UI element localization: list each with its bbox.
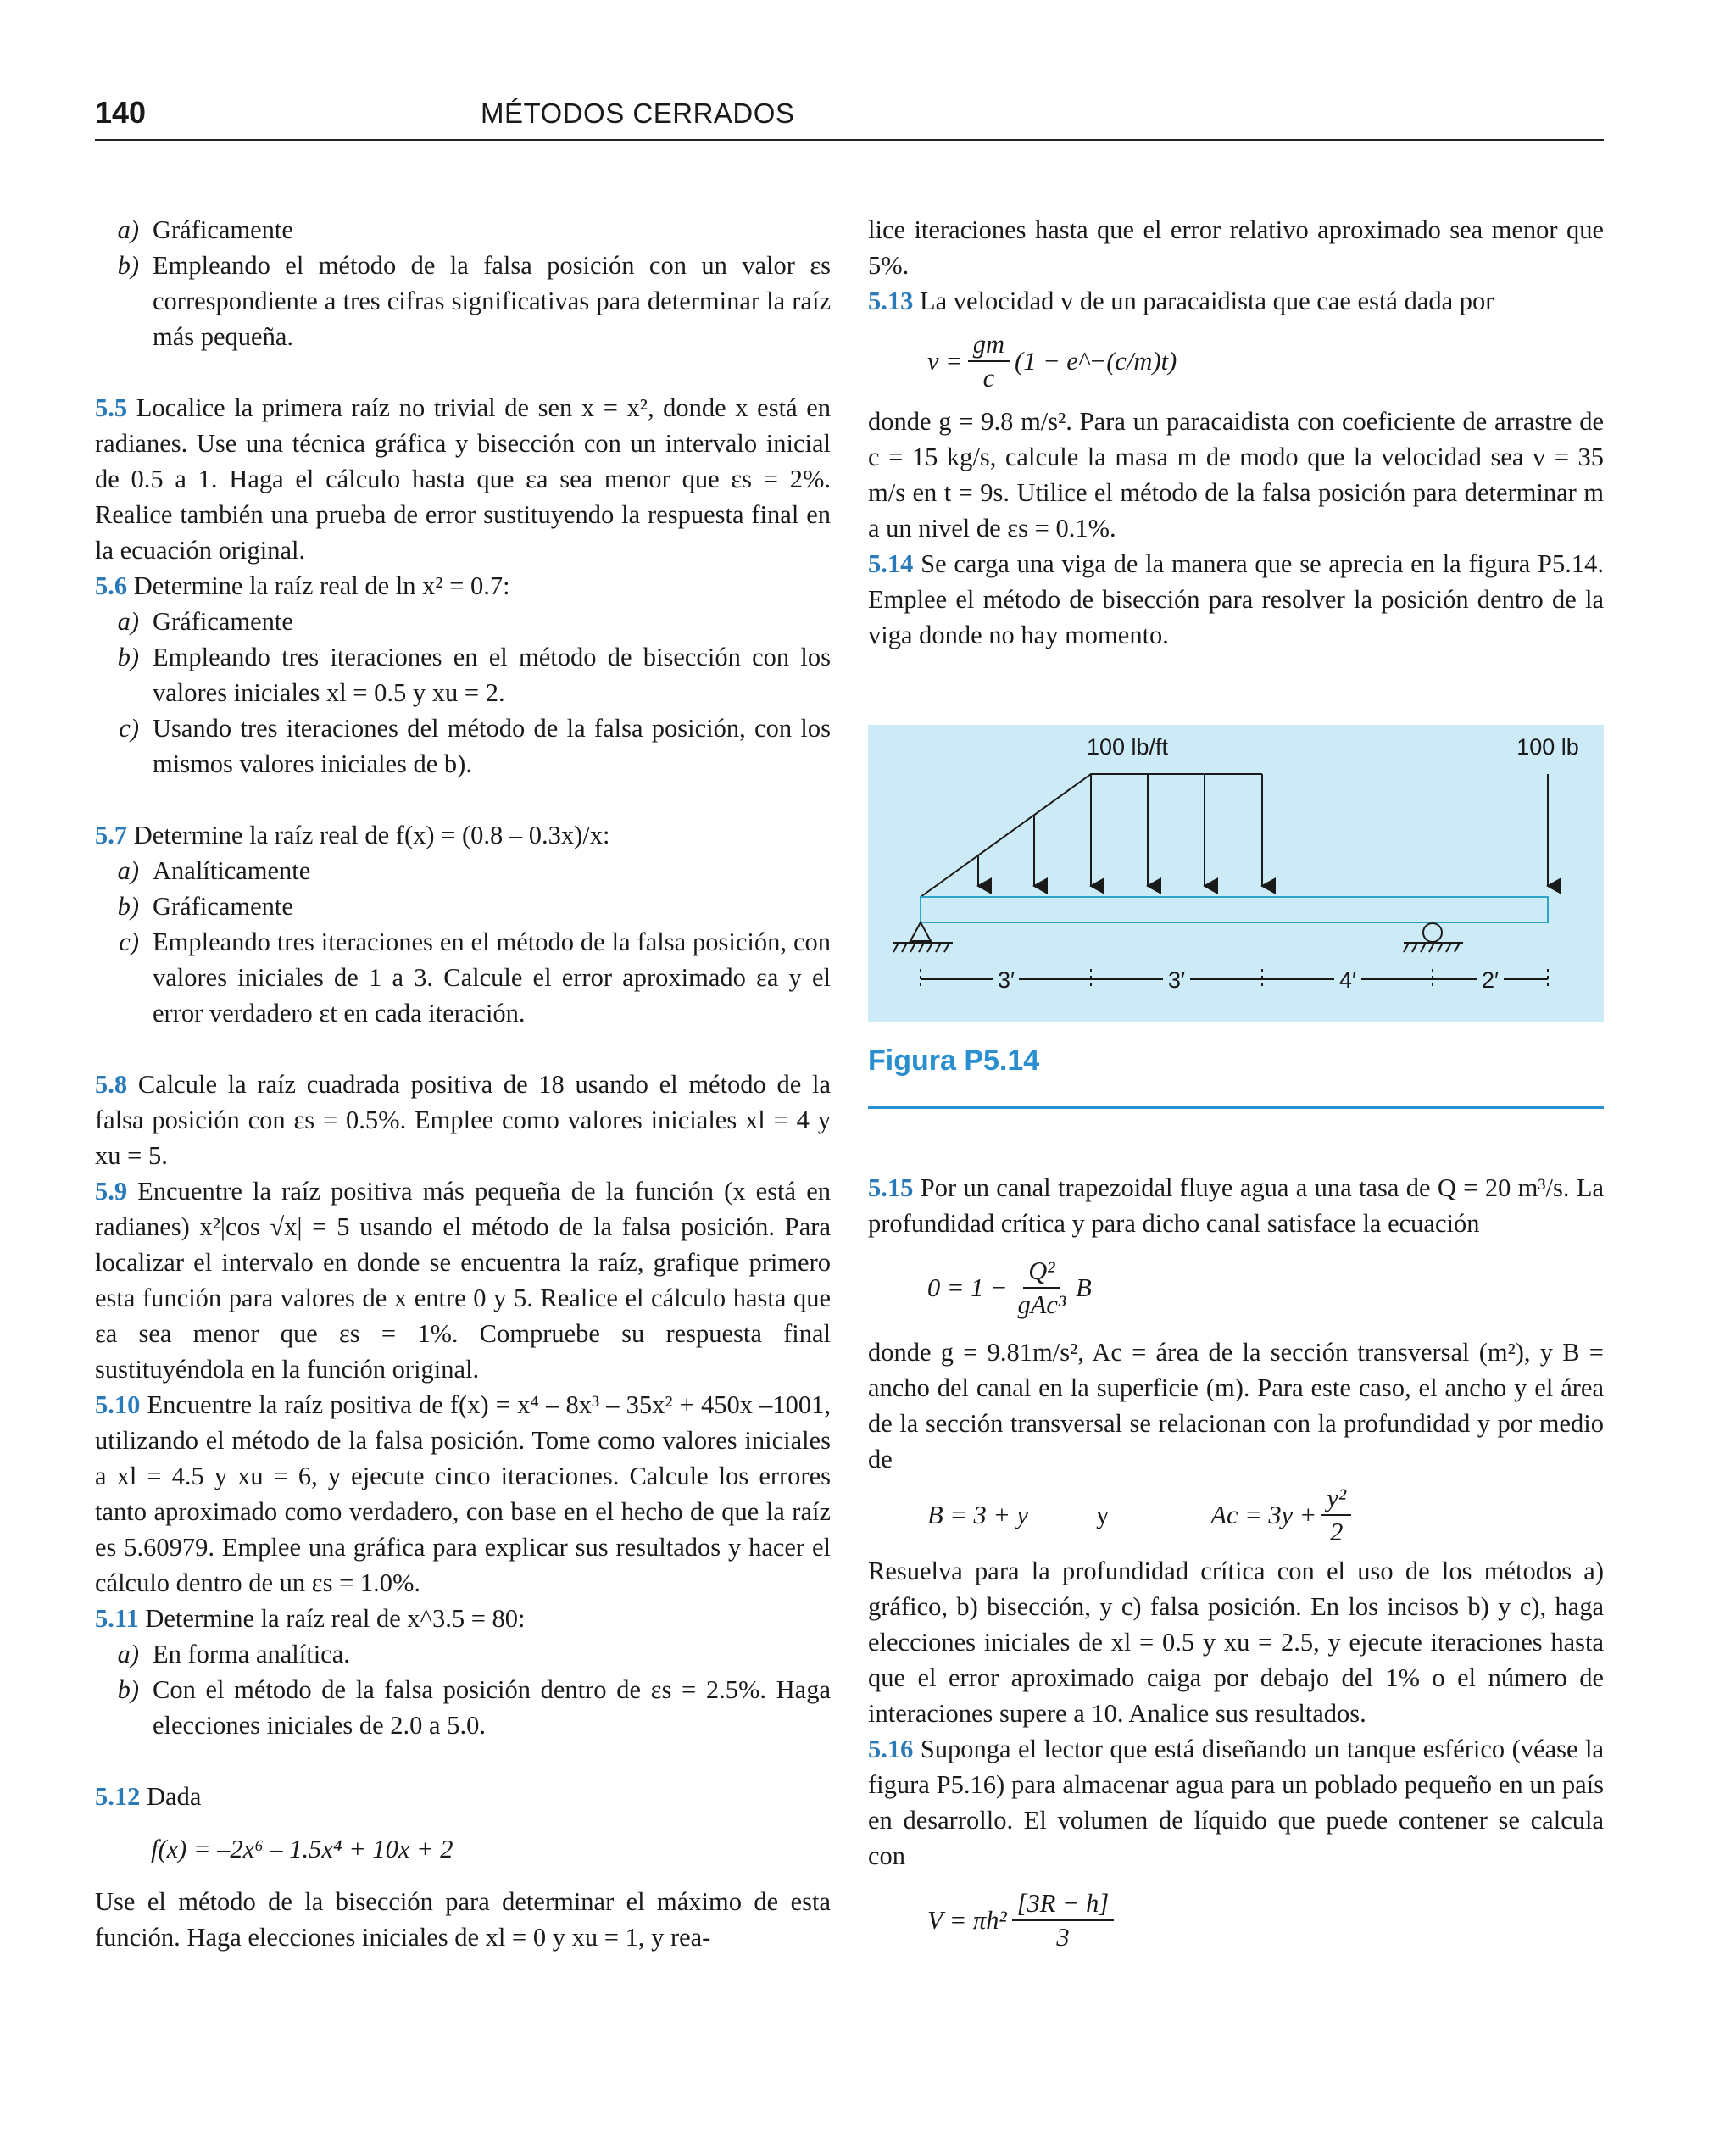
problem-5-15-text: donde g = 9.81m/s², Ac = área de la sección transversal (m²), y B = ancho del canal en la superficie (m). Para este caso, el ancho y el área de la sección transversal se relacionan con la profundidad y por medio de bbox=[868, 1338, 1604, 1473]
beam-diagram bbox=[868, 725, 1604, 1022]
equation-5-15-relations: B = 3 + y y Ac = 3y + $\frac{\text{y²}}{2}$ bbox=[868, 1477, 1604, 1553]
problem-5-4-a: a) Gráficamente bbox=[117, 215, 293, 244]
problem-5-10: 5.10 Encuentre la raíz positiva de f(x) = x⁴ – 8x³ – 35x² + 450x –1001, utilizando el método de la falsa posición. Tome como valores iniciales a xl = 4.5 y xu = 6, y ejecute cinco iteraciones. Calcule los errores tanto aproximado como verdadero, con base en el hecho de que la raíz es 5.60979. Emplee una gráfica para explicar sus resultados y hacer el cálculo dentro de un εs = 1.0%. bbox=[95, 1390, 832, 1597]
dimension-1: 3′ bbox=[997, 967, 1015, 993]
problem-5-13: 5.13 La velocidad v de un paracaidista que cae está dada por bbox=[868, 287, 1494, 315]
problem-5-7-c: c) Empleando tres iteraciones en el método de la falsa posición, con valores iniciales de 1 a 3. Calcule el error aproximado εa y el error verdadero εt en cada iteración. bbox=[119, 927, 831, 1028]
problem-5-6-b: b) Empleando tres iteraciones en el método de bisección con los valores iniciales xl = 0.5 y xu = 2. bbox=[117, 643, 831, 707]
dimension-2: 3′ bbox=[1167, 967, 1186, 993]
equation-5-12: f(x) = –2x⁶ – 1.5x⁴ + 10x + 2 bbox=[151, 1835, 453, 1863]
problem-5-11: 5.11 Determine la raíz real de x^3.5 = 80: bbox=[95, 1604, 526, 1633]
running-title: MÉTODOS CERRADOS bbox=[481, 97, 795, 129]
figure-rule bbox=[868, 1106, 1604, 1109]
equation-5-15: 0 = 1 − $\frac{\text{Q²}}{\text{gAc³}}$ B bbox=[927, 1256, 1092, 1319]
left-column bbox=[95, 212, 831, 1955]
problem-5-15-text2: Resuelva para la profundidad crítica con el uso de los métodos a) gráfico, b) bisección, y c) falsa posición. En los incisos b) y c), haga elecciones iniciales de xl = 0.5 y xu = 2.5, y ejecute iteraciones hasta que el error aproximado caiga por debajo del 1% o el número de interaciones supere a 10. Analice sus resultados. bbox=[868, 1557, 1604, 1728]
page-header bbox=[95, 95, 1604, 141]
problem-5-6: 5.6 Determine la raíz real de ln x² = 0.7: bbox=[95, 571, 510, 600]
problem-5-12: 5.12 Dada bbox=[95, 1782, 202, 1811]
problem-5-7-a: a) Analíticamente bbox=[117, 856, 311, 885]
problem-5-16: 5.16 Suponga el lector que está diseñando un tanque esférico (véase la figura P5.16) para almacenar agua para un poblado pequeño en un país en desarrollo. El volumen de líquido que puede contener se calcula con bbox=[868, 1735, 1605, 1870]
problem-5-7-b: b) Gráficamente bbox=[117, 892, 293, 921]
right-column-top bbox=[868, 212, 1604, 653]
problem-5-12-text: Use el método de la bisección para determinar el máximo de esta función. Haga elecciones iniciales de xl = 0 y xu = 1, y rea- bbox=[95, 1887, 831, 1952]
ground-hatch-right bbox=[1404, 943, 1463, 952]
equation-5-13: v = $\frac{gm}{c}$ (1 − e^−(c/m)t) bbox=[927, 330, 1177, 393]
problem-5-6-a: a) Gráficamente bbox=[117, 607, 293, 636]
roller-support bbox=[1423, 923, 1442, 942]
problem-5-13-text: donde g = 9.8 m/s². Para un paracaidista con coeficiente de arrastre de c = 15 kg/s, calcule la masa m de modo que la velocidad sea v = 35 m/s en t = 9s. Utilice el método de la falsa posición para determinar m a un nivel de εs = 0.1%. bbox=[868, 407, 1604, 543]
problem-5-12-continued: lice iteraciones hasta que el error relativo aproximado sea menor que 5%. bbox=[868, 215, 1604, 280]
dimension-4: 2′ bbox=[1481, 967, 1500, 993]
beam bbox=[921, 897, 1548, 922]
problem-5-7: 5.7 Determine la raíz real de f(x) = (0.8 – 0.3x)/x: bbox=[95, 821, 610, 849]
distributed-load-arrows bbox=[978, 774, 1262, 886]
problem-5-8: 5.8 Calcule la raíz cuadrada positiva de 18 usando el método de la falsa posición con εs = 0.5%. Emplee como valores iniciales xl = 4 y xu = 5. bbox=[95, 1070, 831, 1170]
problem-5-14: 5.14 Se carga una viga de la manera que se aprecia en la figura P5.14. Emplee el método de bisección para resolver la posición dentro de la viga donde no hay momento. bbox=[868, 549, 1604, 649]
figure-caption: Figura P5.14 bbox=[868, 1044, 1040, 1077]
load-label-distributed: 100 lb/ft bbox=[1086, 734, 1169, 760]
right-column-bottom bbox=[868, 1170, 1604, 1967]
dimension-3: 4′ bbox=[1338, 967, 1357, 993]
problem-5-11-a: a) En forma analítica. bbox=[117, 1640, 350, 1668]
problem-5-9: 5.9 Encuentre la raíz positiva más pequeña de la función (x está en radianes) x²|cos √x| = 5 usando el método de la falsa posición. Para localizar el intervalo en donde se encuentra la raíz, grafique primero esta función para valores de x entre 0 y 5. Realice el cálculo hasta que εa sea menor que εs = 1%. Compruebe su respuesta final sustituyéndola en la función original. bbox=[95, 1177, 831, 1384]
problem-5-5: 5.5 Localice la primera raíz no trivial de sen x = x², donde x está en radianes. Use una técnica gráfica y bisección con un intervalo inicial de 0.5 a 1. Haga el cálculo hasta que εa sea menor que εs = 2%. Realice también una prueba de error sustituyendo la respuesta final en la ecuación original. bbox=[95, 393, 831, 565]
pin-support bbox=[910, 922, 931, 941]
problem-5-11-b: b) Con el método de la falsa posición dentro de εs = 2.5%. Haga elecciones iniciales de 2.0 a 5.0. bbox=[117, 1675, 831, 1740]
figure-p5-14 bbox=[868, 725, 1604, 1022]
problem-5-15: 5.15 Por un canal trapezoidal fluye agua a una tasa de Q = 20 m³/s. La profundidad crítica y para dicho canal satisface la ecuación bbox=[868, 1173, 1605, 1238]
problem-5-6-c: c) Usando tres iteraciones del método de la falsa posición, con los mismos valores iniciales de b). bbox=[119, 714, 831, 778]
equation-5-16: V = πh² $\frac{[3R - h]}{3}$ bbox=[868, 1874, 1604, 1967]
load-label-point: 100 lb bbox=[1516, 734, 1579, 760]
ground-hatch-left bbox=[893, 943, 953, 952]
page-number: 140 bbox=[95, 95, 147, 130]
problem-5-4-b: b) Empleando el método de la falsa posición con un valor εs correspondiente a tres cifras significativas para determinar la raíz más pequeña. bbox=[117, 251, 831, 351]
